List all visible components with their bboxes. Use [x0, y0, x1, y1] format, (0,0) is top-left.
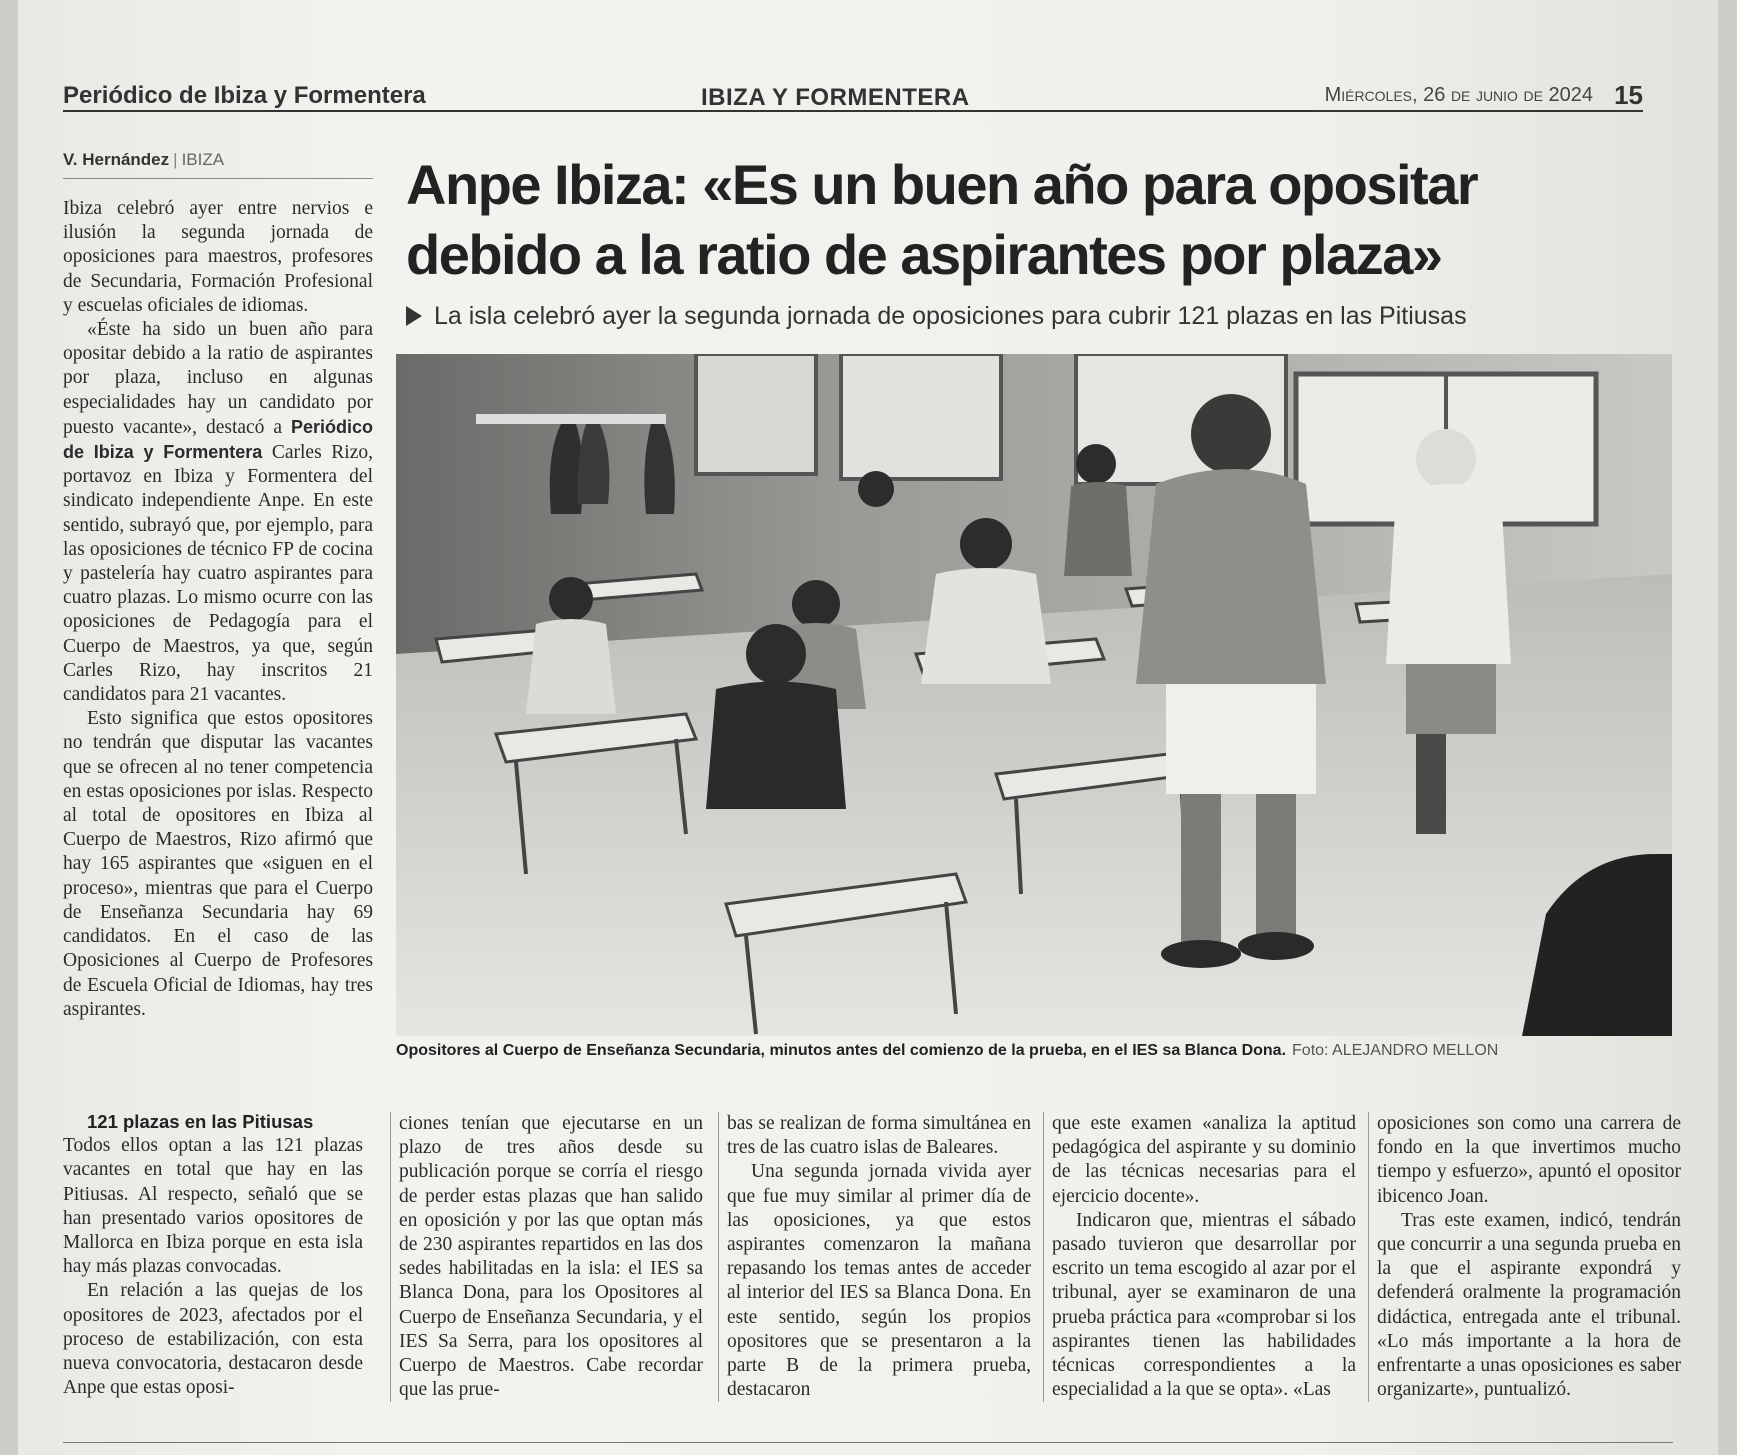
classroom-photo-illustration: [396, 354, 1672, 1036]
section-subhead: 121 plazas en las Pitiusas: [87, 1111, 314, 1132]
paragraph-text: Carles Rizo, portavoz en Ibiza y Formentera del sindicato independiente Anpe. En este sentido, subrayó que, por ejemplo, para las oposiciones de técnico FP de cocina y pastelería hay cuatro aspirantes para cuatro plazas. Lo mismo ocurre con las oposiciones de Pedagogía para el Cuerpo de Maestros, ya que, según Carles Rizo, hay inscritos 21 candidatos para 21 vacantes.: [63, 442, 373, 706]
paragraph: Tras este examen, indicó, tendrán que concurrir a una segunda prueba en la que el aspirante expondrá y defenderá oralmente la programación didáctica, entregada ante el tribunal. «Lo más importante a la hora de enfrentarte a unas oposiciones es saber organizarte», puntualizó.: [1377, 1209, 1681, 1401]
column-bottom-1: [63, 1110, 363, 1400]
publication-name: Periódico de Ibiza y Formentera: [63, 82, 426, 109]
issue-date: Miércoles, 26 de junio de 2024: [1324, 84, 1593, 106]
paragraph: [63, 318, 373, 707]
byline-location: IBIZA: [181, 150, 225, 169]
paragraph: ciones tenían que ejecutarse en un plazo de tres años desde su publicación porque se corría el riesgo de perder estas plazas que han salido en oposición y por las que optan más de 230 aspirantes repartidos en las dos sedes habilitadas en la isla: el IES sa Blanca Dona, para los Opositores al Cuerpo de Enseñanza Secundaria, y el IES Sa Serra, para los opositores al Cuerpo de Maestros. Cabe recordar que las prue-: [399, 1113, 703, 1401]
subtitle: [406, 302, 1666, 331]
paragraph: bas se realizan de forma simultánea en tres de las cuatro islas de Baleares.: [727, 1113, 1031, 1159]
page-number: 15: [1614, 80, 1643, 110]
author-name: V. Hernández: [63, 150, 170, 169]
byline: V. Hernández | IBIZA: [63, 150, 373, 179]
page-header: [63, 78, 1643, 112]
triangle-bullet-icon: [406, 306, 422, 326]
headline: Anpe Ibiza: «Es un buen año para opositar debido a la ratio de aspirantes por plaza»: [406, 153, 1478, 286]
paragraph: oposiciones son como una carrera de fondo en la que invertimos mucho tiempo y esfuerzo», apuntó el opositor ibicenco Joan.: [1377, 1113, 1681, 1207]
column-bottom-2: [390, 1112, 703, 1402]
column-bottom-5: [1368, 1112, 1681, 1402]
paragraph-text: «Éste ha sido un buen año para opositar debido a la ratio de aspirantes por plaza, incluso en algunas especialidades hay un candidato por puesto vacante», destacó a: [63, 319, 373, 438]
publication-mention: Periódico de Ibiza y Formentera: [63, 416, 373, 463]
column-bottom-3: [718, 1112, 1031, 1402]
section-name: IBIZA Y FORMENTERA: [701, 84, 970, 111]
paragraph: Todos ellos optan a las 121 plazas vacantes en total que hay en las Pitiusas. Al respecto, señaló que se han presentado varios opositores de Mallorca en Ibiza porque en esta isla hay más plazas convocadas.: [63, 1135, 363, 1278]
paragraph: Esto significa que estos opositores no tendrán que disputar las vacantes que se ofrecen al no tener competencia en estas oposiciones por islas. Respecto al total de opositores en Ibiza al Cuerpo de Maestros, Rizo afirmó que hay 165 aspirantes que «siguen en el proceso», mientras que para el Cuerpo de Enseñanza Secundaria hay 69 candidatos. En el caso de las Oposiciones al Cuerpo de Profesores de Escuela Oficial de Idiomas, hay tres aspirantes.: [63, 708, 373, 1020]
paragraph: Ibiza celebró ayer entre nervios e ilusión la segunda jornada de oposiciones para maestros, profesores de Secundaria, Formación Profesional y escuelas oficiales de idiomas.: [63, 198, 373, 316]
paragraph: que este examen «analiza la aptitud pedagógica del aspirante y su dominio de las técnicas necesarias para el ejercicio docente».: [1052, 1113, 1356, 1207]
newspaper-page: [18, 0, 1718, 1455]
photo-credit: Foto: ALEJANDRO MELLON: [1292, 1042, 1499, 1059]
classroom-photo: [396, 354, 1672, 1036]
photo-caption: [396, 1042, 1676, 1060]
paragraph: En relación a las quejas de los opositores de 2023, afectados por el proceso de estabilización, con esta nueva convocatoria, destacaron desde Anpe que estas oposi-: [63, 1280, 363, 1399]
column-bottom-4: [1043, 1112, 1356, 1402]
subtitle-text: La isla celebró ayer la segunda jornada de oposiciones para cubrir 121 plazas en las Pitiusas: [434, 302, 1467, 330]
bottom-divider: [63, 1442, 1673, 1443]
caption-text: Opositores al Cuerpo de Enseñanza Secundaria, minutos antes del comienzo de la prueba, en el IES sa Blanca Dona.: [396, 1042, 1287, 1059]
paragraph: Indicaron que, mientras el sábado pasado tuvieron que desarrollar por escrito un tema escogido al azar por el tribunal, ayer se examinaron de una prueba práctica para «comprobar si los aspirantes tienen las habilidades técnicas correspondientes a la especialidad a la que se opta». «Las: [1052, 1209, 1356, 1401]
column-left: [63, 197, 373, 1022]
paragraph: Una segunda jornada vivida ayer que fue muy similar al primer día de las oposiciones, ya que estos aspirantes comenzaron la mañana repasando los temas antes de acceder al interior del IES sa Blanca Dona. En este sentido, según los propios opositores que se presentaron a la parte B de la primera prueba, destacaron: [727, 1161, 1031, 1401]
